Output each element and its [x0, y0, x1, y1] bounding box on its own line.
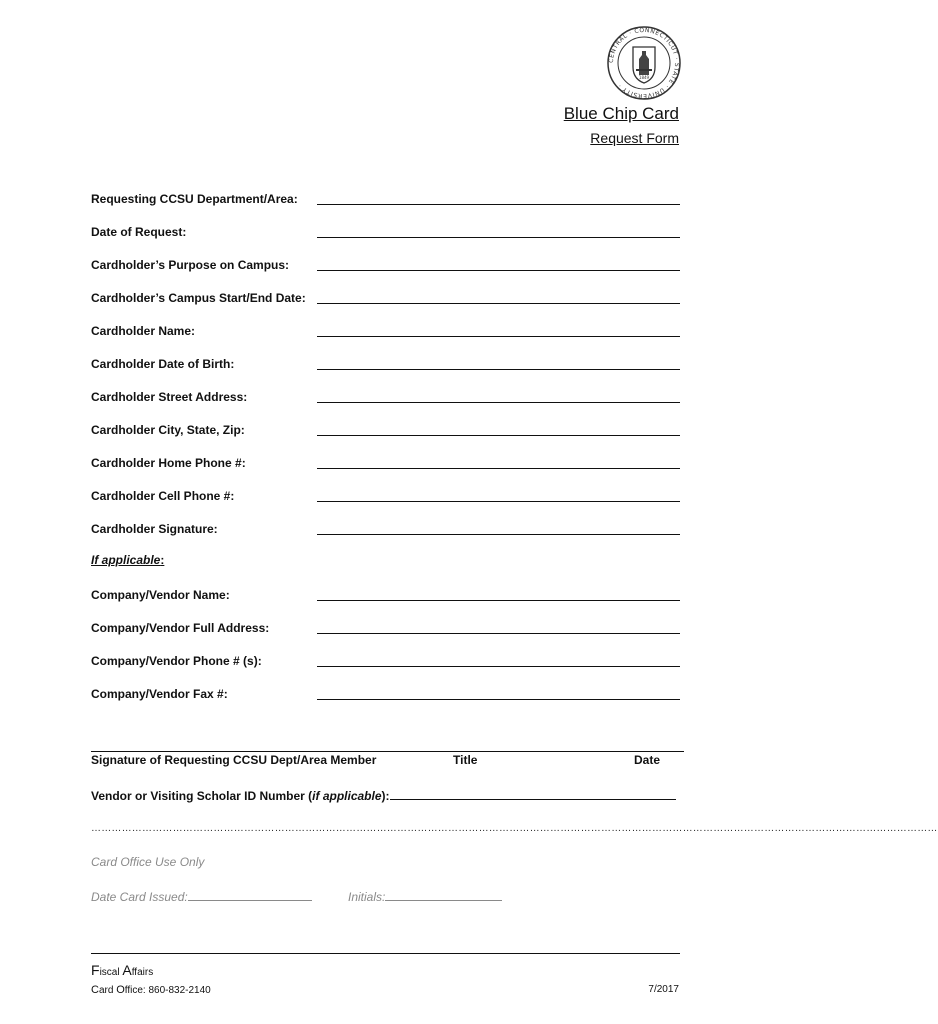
field-cell-phone[interactable] — [91, 487, 680, 507]
field-input-line[interactable] — [317, 369, 680, 370]
svg-text:1849: 1849 — [638, 75, 650, 80]
field-vendor-fax[interactable] — [91, 685, 680, 705]
initials-field[interactable] — [348, 888, 502, 904]
field-label: Company/Vendor Fax #: — [91, 687, 228, 701]
footer-dept-text: iscal — [99, 967, 123, 978]
title-sub: Request Form — [590, 130, 679, 146]
field-city-state-zip[interactable] — [91, 421, 680, 441]
field-label: Cardholder Signature: — [91, 522, 218, 536]
field-date-of-request[interactable] — [91, 223, 680, 243]
initials-line[interactable] — [385, 888, 502, 901]
vendor-id-label-italic: if applicable — [312, 789, 382, 803]
footer-office-initial-c: C — [91, 984, 99, 996]
field-label: Company/Vendor Phone # (s): — [91, 654, 262, 668]
field-input-line[interactable] — [317, 204, 680, 205]
field-input-line[interactable] — [317, 600, 680, 601]
dotted-separator: …………………………………………………………………………………………………………………………………………………………………………………………………………………………… — [91, 823, 938, 834]
field-label: Cardholder Cell Phone #: — [91, 489, 235, 503]
footer-card-office — [91, 984, 211, 996]
title-main: Blue Chip Card — [563, 104, 679, 123]
field-label: Cardholder City, State, Zip: — [91, 423, 245, 437]
date-card-issued-label: Date Card Issued: — [91, 890, 188, 904]
field-input-line[interactable] — [317, 336, 680, 337]
date-card-issued-line[interactable] — [188, 888, 312, 901]
field-home-phone[interactable] — [91, 454, 680, 474]
field-input-line[interactable] — [317, 633, 680, 634]
field-input-line[interactable] — [317, 435, 680, 436]
footer-date: 7/2017 — [648, 984, 679, 995]
field-label: Requesting CCSU Department/Area: — [91, 192, 298, 206]
footer-office-initial-o: O — [116, 984, 125, 996]
field-label: Cardholder’s Campus Start/End Date: — [91, 291, 306, 305]
field-label: Company/Vendor Full Address: — [91, 621, 270, 635]
footer-dept-text: ffairs — [131, 967, 154, 978]
field-label: Cardholder Name: — [91, 324, 196, 338]
field-label: Cardholder Date of Birth: — [91, 357, 235, 371]
signature-line[interactable] — [91, 751, 684, 752]
vendor-id-label-suffix: ): — [381, 789, 390, 803]
field-label: Company/Vendor Name: — [91, 588, 230, 602]
field-label: Cardholder Home Phone #: — [91, 456, 246, 470]
vendor-id-field[interactable] — [91, 787, 680, 803]
svg-text:CENTRAL · CONNECTICUT · STATE: CENTRAL · CONNECTICUT · STATE · UNIVERSITY · — [607, 26, 681, 100]
footer-office-phone: ffice: 860-832-2140 — [124, 985, 211, 996]
field-cardholder-name[interactable] — [91, 322, 680, 342]
field-purpose[interactable] — [91, 256, 680, 276]
field-department[interactable] — [91, 190, 680, 210]
footer-dept-initial-a: A — [122, 962, 132, 978]
date-label: Date — [634, 753, 661, 767]
vendor-id-input-line[interactable] — [390, 787, 676, 800]
field-input-line[interactable] — [317, 237, 680, 238]
footer-dept-initial-f: F — [91, 962, 100, 978]
footer-office-text: ard — [98, 985, 117, 996]
field-label: Date of Request: — [91, 225, 187, 239]
field-input-line[interactable] — [317, 468, 680, 469]
field-input-line[interactable] — [317, 534, 680, 535]
signature-label: Signature of Requesting CCSU Dept/Area Member — [91, 753, 377, 767]
field-vendor-address[interactable] — [91, 619, 680, 639]
title-label: Title — [453, 753, 478, 767]
field-input-line[interactable] — [317, 666, 680, 667]
initials-label: Initials: — [348, 890, 386, 904]
field-vendor-phone[interactable] — [91, 652, 680, 672]
footer-divider — [91, 953, 680, 954]
field-input-line[interactable] — [317, 270, 680, 271]
field-input-line[interactable] — [317, 402, 680, 403]
field-label: Cardholder’s Purpose on Campus: — [91, 258, 290, 272]
vendor-id-label-prefix: Vendor or Visiting Scholar ID Number ( — [91, 789, 313, 803]
field-start-end-date[interactable] — [91, 289, 680, 309]
field-input-line[interactable] — [317, 303, 680, 304]
field-input-line[interactable] — [317, 501, 680, 502]
university-seal-icon — [606, 25, 682, 101]
footer-department — [91, 962, 153, 978]
field-cardholder-signature[interactable] — [91, 520, 680, 540]
field-vendor-name[interactable] — [91, 586, 680, 606]
field-input-line[interactable] — [317, 699, 680, 700]
if-applicable-text: If applicable — [91, 553, 161, 567]
field-label: Cardholder Street Address: — [91, 390, 248, 404]
field-street-address[interactable] — [91, 388, 680, 408]
if-applicable-heading: If applicable: — [91, 553, 165, 567]
form-title — [564, 103, 679, 148]
card-office-heading: Card Office Use Only — [91, 855, 205, 869]
date-card-issued-field[interactable] — [91, 888, 312, 904]
field-date-of-birth[interactable] — [91, 355, 680, 375]
